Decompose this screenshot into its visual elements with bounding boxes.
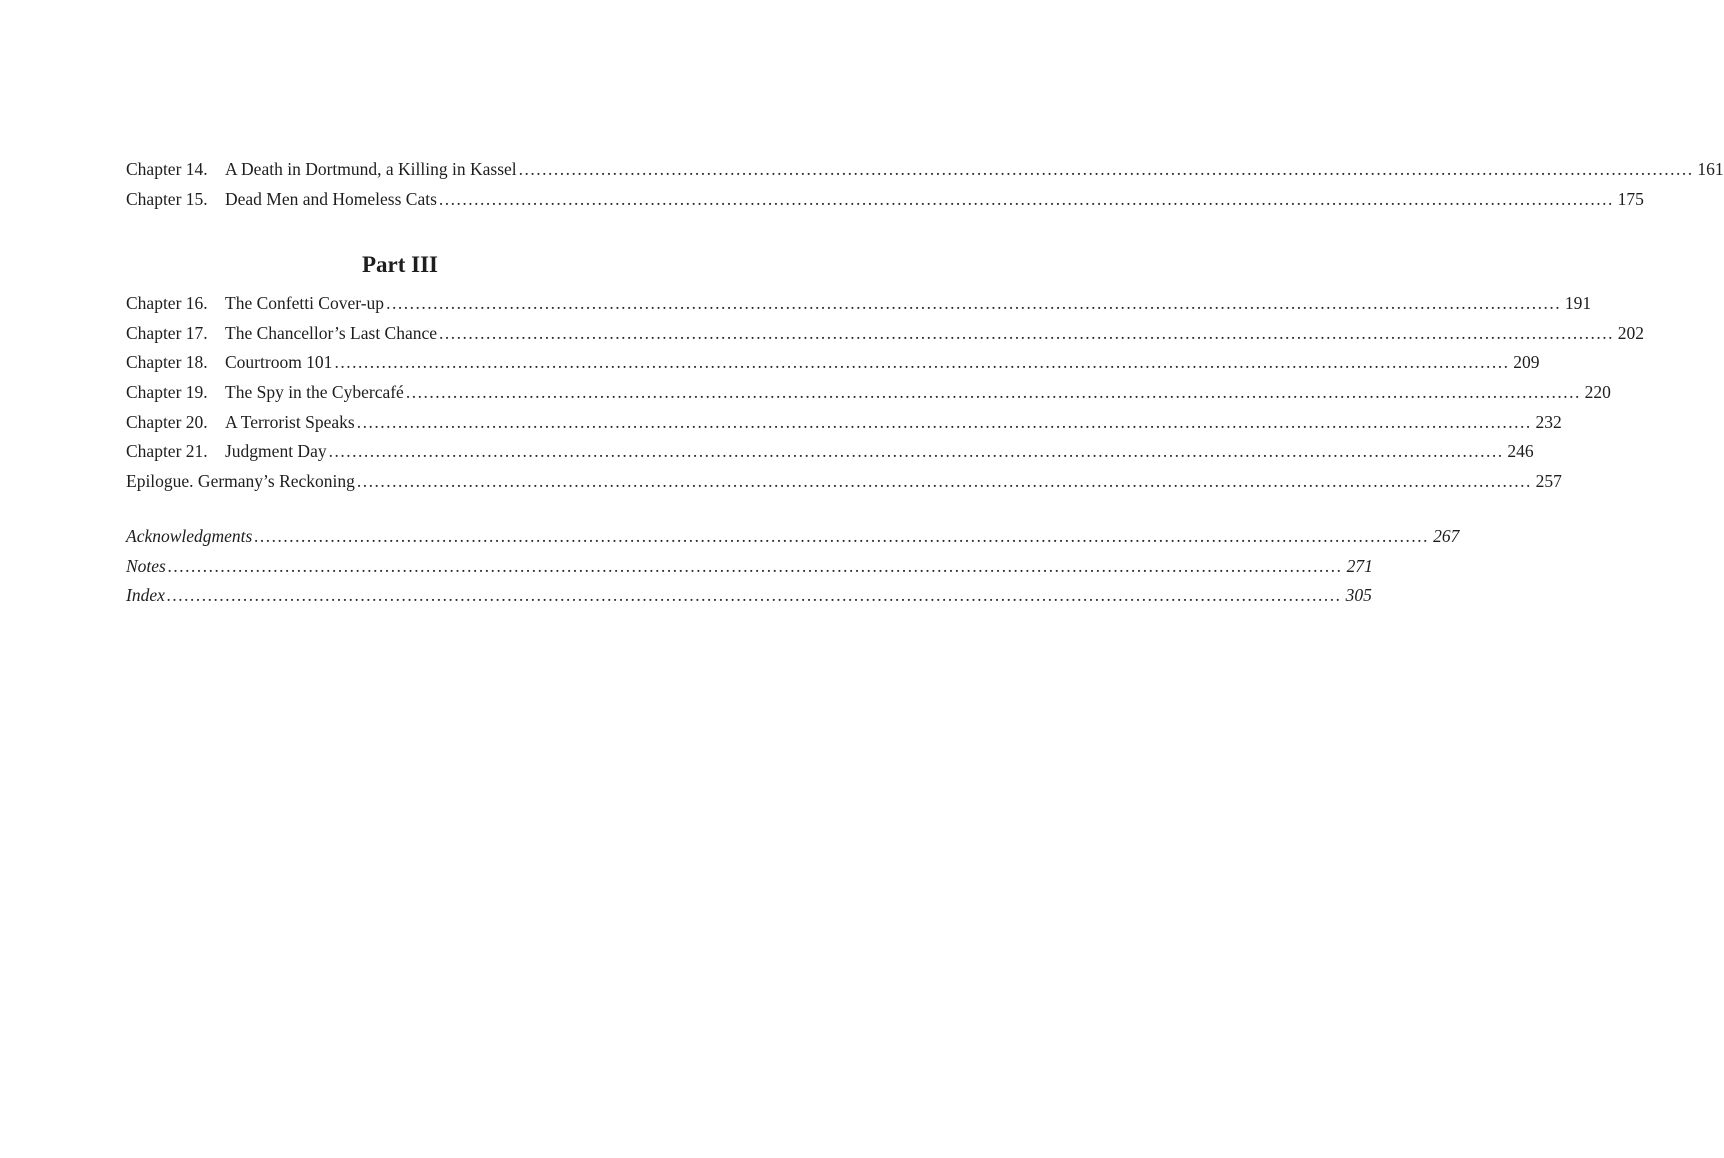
toc-entry-index[interactable] [126,581,1372,611]
dot-leader: ........................................................................................................................................................................................................ [167,555,1343,576]
page-number: 271 [1346,555,1373,576]
toc-entry-chapter-16[interactable] [126,289,1592,319]
page-number: 175 [1617,188,1644,209]
toc-entry-epilogue[interactable] [126,467,1562,497]
toc-entry-chapter-19[interactable] [126,378,1611,408]
chapter-label: Chapter 20. [126,411,208,432]
toc-entry-notes[interactable] [126,552,1373,582]
page-number: 209 [1513,352,1540,373]
page-number: 191 [1564,293,1592,313]
dot-leader: ........................................................................................................................................................................................................ [328,441,1504,462]
page-number: 161 [1697,159,1724,179]
back-matter-title: Index [126,585,165,606]
page-number: 246 [1507,441,1534,462]
part-heading: Part III [361,252,439,277]
dot-leader: ........................................................................................................................................................................................................ [254,526,1430,546]
toc-entry-chapter-14[interactable] [126,155,1724,185]
toc-entry-chapter-15[interactable] [126,185,1644,215]
toc-section-back-matter [126,522,1460,611]
dot-leader: ........................................................................................................................................................................................................ [386,293,1562,313]
page-number: 305 [1345,585,1372,606]
page-number: 257 [1535,471,1562,492]
back-matter-title: Notes [126,555,166,576]
toc-section-part3 [126,289,1645,497]
toc-entry-chapter-17[interactable] [126,319,1645,349]
dot-leader: ........................................................................................................................................................................................................ [166,585,1342,606]
page-number: 202 [1617,322,1645,343]
chapter-title: The Chancellor’s Last Chance [225,322,438,343]
page-number: 232 [1535,411,1562,432]
back-matter-title: Acknowledgments [126,526,253,546]
page-number: 220 [1584,382,1611,403]
toc-entry-chapter-20[interactable] [126,408,1562,438]
dot-leader: ........................................................................................................................................................................................................ [439,322,1615,343]
chapter-label: Chapter 21. [126,441,208,462]
dot-leader: ........................................................................................................................................................................................................ [518,159,1694,179]
dot-leader: ........................................................................................................................................................................................................ [356,411,1532,432]
toc-entry-chapter-21[interactable] [126,437,1534,467]
chapter-label: Chapter 16. [126,293,208,313]
chapter-title: Courtroom 101 [225,352,333,373]
dot-leader: ........................................................................................................................................................................................................ [438,188,1614,209]
chapter-title: A Death in Dortmund, a Killing in Kassel [225,159,517,179]
chapter-label: Chapter 19. [126,382,208,403]
page-number: 267 [1433,526,1460,546]
chapter-title: Judgment Day [225,441,327,462]
toc-entry-chapter-18[interactable] [126,348,1540,378]
chapter-title: A Terrorist Speaks [225,411,355,432]
toc-section-part2-continued [126,155,1724,214]
chapter-title: The Spy in the Cybercafé [225,382,404,403]
epilogue-title: Epilogue. Germany’s Reckoning [126,471,355,492]
chapter-label: Chapter 15. [126,188,208,209]
chapter-title: Dead Men and Homeless Cats [225,188,437,209]
dot-leader: ........................................................................................................................................................................................................ [356,471,1532,492]
chapter-label: Chapter 18. [126,352,208,373]
chapter-title: The Confetti Cover-up [225,293,385,313]
chapter-label: Chapter 14. [126,159,208,179]
dot-leader: ........................................................................................................................................................................................................ [405,382,1581,403]
toc-entry-acknowledgments[interactable] [126,522,1460,552]
dot-leader: ........................................................................................................................................................................................................ [334,352,1510,373]
chapter-label: Chapter 17. [126,322,208,343]
